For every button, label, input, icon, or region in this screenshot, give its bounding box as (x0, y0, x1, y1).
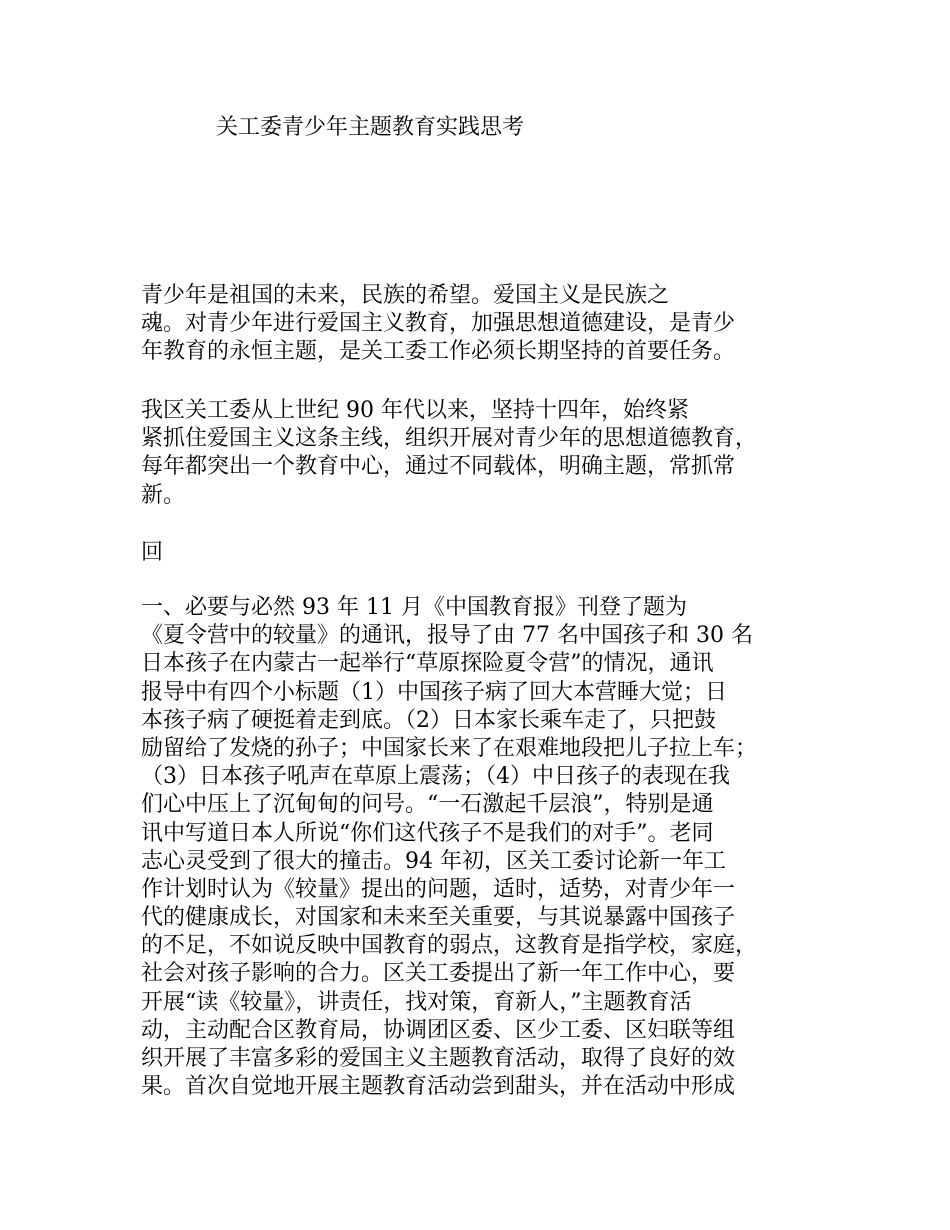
paragraph-line: 社会对孩子影响的合力。区关工委提出了新一年工作中心，要 (141, 961, 736, 987)
paragraph-line: 魂。对青少年进行爱国主义教育，加强思想道德建设，是青少 (141, 311, 736, 337)
paragraph-line: 动，主动配合区教育局，协调团区委、区少工委、区妇联等组 (141, 1017, 736, 1043)
paragraph-line: 青少年是祖国的未来，民族的希望。爱国主义是民族之 (141, 283, 670, 308)
paragraph-line: 我区关工委从上世纪 90 年代以来，坚持十四年，始终紧 (141, 398, 689, 423)
paragraph-line: 讯中写道日本人所说“你们这代孩子不是我们的对手”。老同 (141, 820, 714, 846)
document-title: 关工委青少年主题教育实践思考 (216, 115, 525, 140)
paragraph-line: 年教育的永恒主题，是关工委工作必须长期坚持的首要任务。 (141, 339, 736, 365)
paragraph-line: 们心中压上了沉甸甸的问号。“一石激起千层浪”，特别是通 (141, 792, 714, 818)
paragraph-line: 回 (141, 540, 164, 565)
paragraph-line: 开展“读《较量》，讲责任，找对策，育新人，”主题教育活 (141, 989, 692, 1015)
paragraph-1 (141, 282, 841, 367)
paragraph-line: 报导中有四个小标题（1）中国孩子病了回大本营睡大觉；日 (141, 679, 727, 705)
paragraph-line: （3）日本孩子吼声在草原上震荡；（4）中日孩子的表现在我 (141, 764, 730, 790)
paragraph-3 (141, 539, 841, 567)
paragraph-line: 紧抓住爱国主义这条主线，组织开展对青少年的思想道德教育， (141, 426, 758, 452)
paragraph-line: 织开展了丰富多彩的爱国主义主题教育活动，取得了良好的效 (141, 1046, 736, 1071)
paragraph-line: 励留给了发烧的孙子；中国家长来了在艰难地段把儿子拉上车； (141, 735, 758, 761)
paragraph-line: 果。首次自觉地开展主题教育活动尝到甜头，并在活动中形成 (141, 1074, 736, 1100)
paragraph-4 (141, 594, 841, 1101)
paragraph-2 (141, 397, 841, 510)
paragraph-line: 每年都突出一个教育中心，通过不同载体，明确主题，常抓常 (141, 454, 736, 480)
paragraph-line: 代的健康成长，对国家和未来至关重要，与其说暴露中国孩子 (141, 905, 736, 931)
paragraph-line: 《夏令营中的较量》的通讯，报导了由 77 名中国孩子和 30 名 (141, 623, 753, 649)
paragraph-line: 志心灵受到了很大的撞击。94 年初，区关工委讨论新一年工 (141, 848, 726, 874)
paragraph-line: 作计划时认为《较量》提出的问题，适时，适势，对青少年一 (141, 876, 736, 902)
paragraph-line: 新。 (141, 482, 186, 508)
paragraph-line: 一、必要与必然 93 年 11 月《中国教育报》刊登了题为 (141, 595, 687, 620)
paragraph-line: 日本孩子在内蒙古一起举行“草原探险夏令营”的情况，通讯 (141, 651, 714, 677)
paragraph-line: 的不足，不如说反映中国教育的弱点，这教育是指学校，家庭， (141, 933, 758, 959)
paragraph-line: 本孩子病了硬挺着走到底。（2）日本家长乘车走了，只把鼓 (141, 707, 716, 733)
